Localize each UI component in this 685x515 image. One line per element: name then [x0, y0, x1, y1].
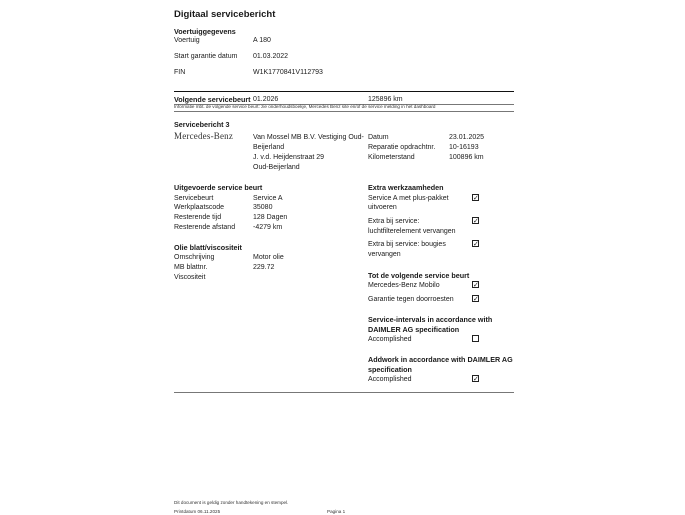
intervals-accomplished-label: Accomplished — [368, 336, 412, 343]
viscosity-label: Viscositeit — [174, 274, 206, 281]
rust-warranty-checkbox: ✓ — [473, 295, 479, 303]
service-type-value: Service A — [253, 195, 283, 202]
next-service-km: 125896 km — [368, 96, 403, 103]
mileage-value: 100896 km — [449, 154, 484, 161]
service-type-label: Servicebeurt — [174, 195, 214, 202]
date-label: Datum — [368, 134, 389, 141]
print-date: Printdatum 06.11.2025 — [174, 509, 221, 514]
rust-warranty-label: Garantie tegen doorroesten — [368, 296, 454, 303]
validity-note: Dit document is geldig zonder handtekening en stempel. — [174, 500, 289, 505]
next-service-note: Informatie mbt. de volgende service beurt: zie onderhoudsboekje, Mercedes Benz site en/of de service melding in het dashboard — [174, 104, 436, 109]
next-service-date: 01.2026 — [253, 96, 279, 103]
warranty-start-value: 01.03.2022 — [253, 53, 289, 60]
report-heading: Servicebericht 3 — [174, 120, 230, 129]
remaining-time-label: Resterende tijd — [174, 214, 222, 221]
oil-description-value: Motor olie — [253, 254, 284, 261]
extra-item-line: luchtfilterelement vervangen — [368, 228, 456, 235]
intervals-heading: DAIMLER AG specification — [368, 325, 460, 334]
oil-spec-value: 229.72 — [253, 264, 275, 271]
dealer-line: J. v.d. Heijdenstraat 29 — [253, 154, 325, 161]
divider — [174, 392, 514, 393]
intervals-heading: Service-intervals in accordance with — [368, 315, 493, 324]
warranty-start-label: Start garantie datum — [174, 53, 238, 60]
order-number-value: 10-16193 — [449, 144, 479, 151]
vehicle-value: A 180 — [253, 37, 271, 44]
addwork-heading: specification — [368, 365, 412, 374]
page-number: Pagina 1 — [327, 509, 346, 514]
mobilo-checkbox: ✓ — [473, 281, 479, 289]
extra-item-line: uitvoeren — [368, 204, 397, 211]
extra-item-line: Service A met plus-pakket — [368, 195, 449, 202]
oil-heading: Olie blatt/viscositeit — [174, 243, 242, 252]
extra-item-line: Extra bij service: — [368, 218, 420, 225]
vehicle-label: Voertuig — [174, 37, 200, 44]
order-number-label: Reparatie opdrachtnr. — [368, 144, 436, 151]
extra-item-line: Extra bij service: bougies — [368, 241, 446, 248]
extra-heading: Extra werkzaamheden — [368, 183, 444, 192]
extra-plus-package-checkbox: ✓ — [473, 194, 479, 202]
extra-item-line: vervangen — [368, 251, 401, 258]
workshop-code-value: 35080 — [253, 204, 273, 211]
extra-air-filter-checkbox: ✓ — [473, 217, 479, 225]
dealer-line: Oud-Beijerland — [253, 164, 300, 171]
addwork-accomplished-checkbox: ✓ — [473, 375, 479, 383]
next-service-label: Volgende servicebeurt — [174, 95, 251, 104]
workshop-code-label: Werkplaatscode — [174, 204, 225, 211]
divider — [174, 91, 514, 92]
fin-value: W1K1770841V112793 — [253, 69, 323, 76]
performed-heading: Uitgevoerde service beurt — [174, 183, 263, 192]
oil-spec-label: MB blattnr. — [174, 264, 208, 271]
dealer-line: Beijerland — [253, 144, 285, 151]
addwork-heading: Addwork in accordance with DAIMLER AG — [368, 355, 513, 364]
remaining-distance-value: -4279 km — [253, 224, 283, 231]
mobilo-label: Mercedes-Benz Mobilo — [368, 282, 440, 289]
date-value: 23.01.2025 — [449, 134, 485, 141]
divider — [174, 111, 514, 112]
page-title: Digitaal servicebericht — [174, 9, 276, 20]
remaining-time-value: 128 Dagen — [253, 214, 288, 221]
until-next-heading: Tot de volgende service beurt — [368, 271, 470, 280]
remaining-distance-label: Resterende afstand — [174, 224, 236, 231]
intervals-accomplished-checkbox — [472, 335, 479, 342]
addwork-accomplished-label: Accomplished — [368, 376, 412, 383]
mileage-label: Kilometerstand — [368, 154, 415, 161]
extra-spark-plugs-checkbox: ✓ — [473, 240, 479, 248]
fin-label: FIN — [174, 69, 186, 76]
vehicle-heading: Voertuiggegevens — [174, 27, 236, 36]
dealer-line: Van Mossel MB B.V. Vestiging Oud- — [253, 134, 364, 141]
mercedes-benz-logo: Mercedes-Benz — [174, 131, 234, 141]
oil-description-label: Omschrijving — [174, 254, 215, 261]
